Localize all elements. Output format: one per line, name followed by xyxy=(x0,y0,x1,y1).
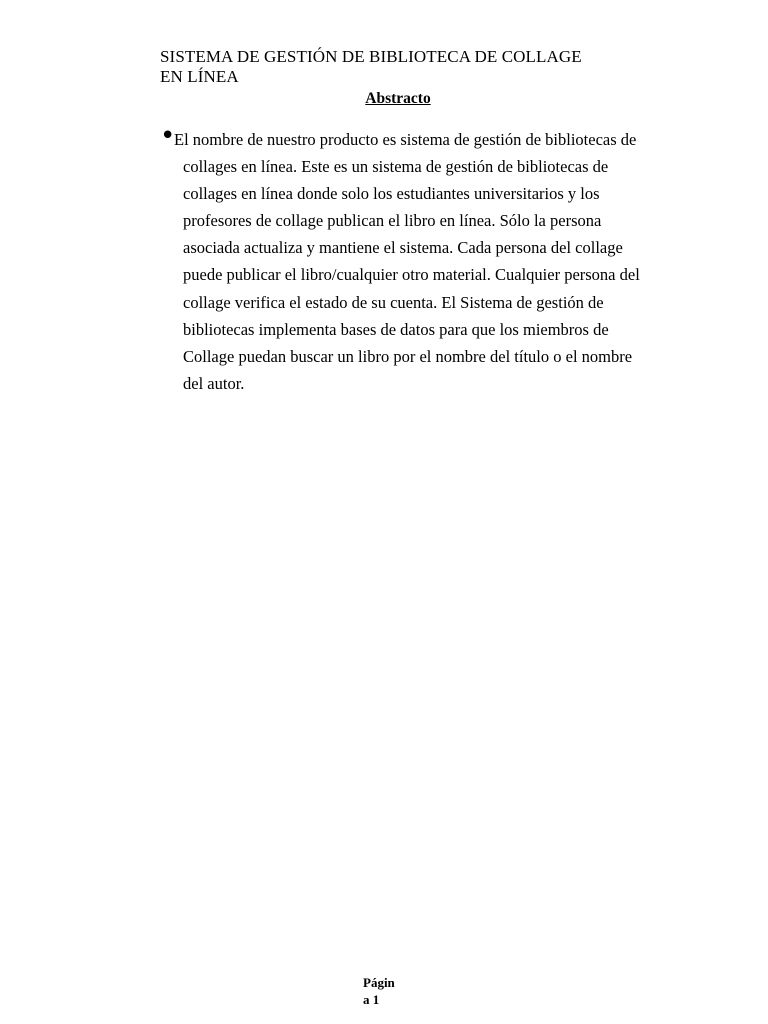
abstract-line: bibliotecas implementa bases de datos para que los miembros de xyxy=(183,319,609,339)
abstract-line: El nombre de nuestro producto es sistema de gestión de bibliotecas de xyxy=(174,130,637,149)
document-title-line-1: SISTEMA DE GESTIÓN DE BIBLIOTECA DE COLLAGE xyxy=(160,47,582,66)
abstract-line: collages en línea. Este es un sistema de gestión de bibliotecas de xyxy=(183,157,609,177)
document-title xyxy=(160,47,660,87)
abstract-line: del autor. xyxy=(183,373,245,393)
abstract-line: profesores de collage publican el libro en línea. Sólo la persona xyxy=(183,211,602,231)
abstract-line: Collage puedan buscar un libro por el nombre del título o el nombre xyxy=(183,346,633,366)
abstract-line: collages en línea donde solo los estudiantes universitarios y los xyxy=(183,184,600,204)
bullet-icon: • xyxy=(160,121,176,151)
document-title-line-2: EN LÍNEA xyxy=(160,67,239,86)
section-heading: Abstracto xyxy=(365,90,431,107)
abstract-line: asociada actualiza y mantiene el sistema. Cada persona del collage xyxy=(183,238,623,258)
page-number-line-2: a 1 xyxy=(363,992,380,1007)
page-number-footer xyxy=(363,974,423,1008)
abstract-paragraph xyxy=(174,126,723,397)
page-number-line-1: Págin xyxy=(363,975,395,990)
abstract-line: puede publicar el libro/cualquier otro material. Cualquier persona del xyxy=(183,265,640,285)
abstract-line: collage verifica el estado de su cuenta. El Sistema de gestión de xyxy=(183,292,604,312)
